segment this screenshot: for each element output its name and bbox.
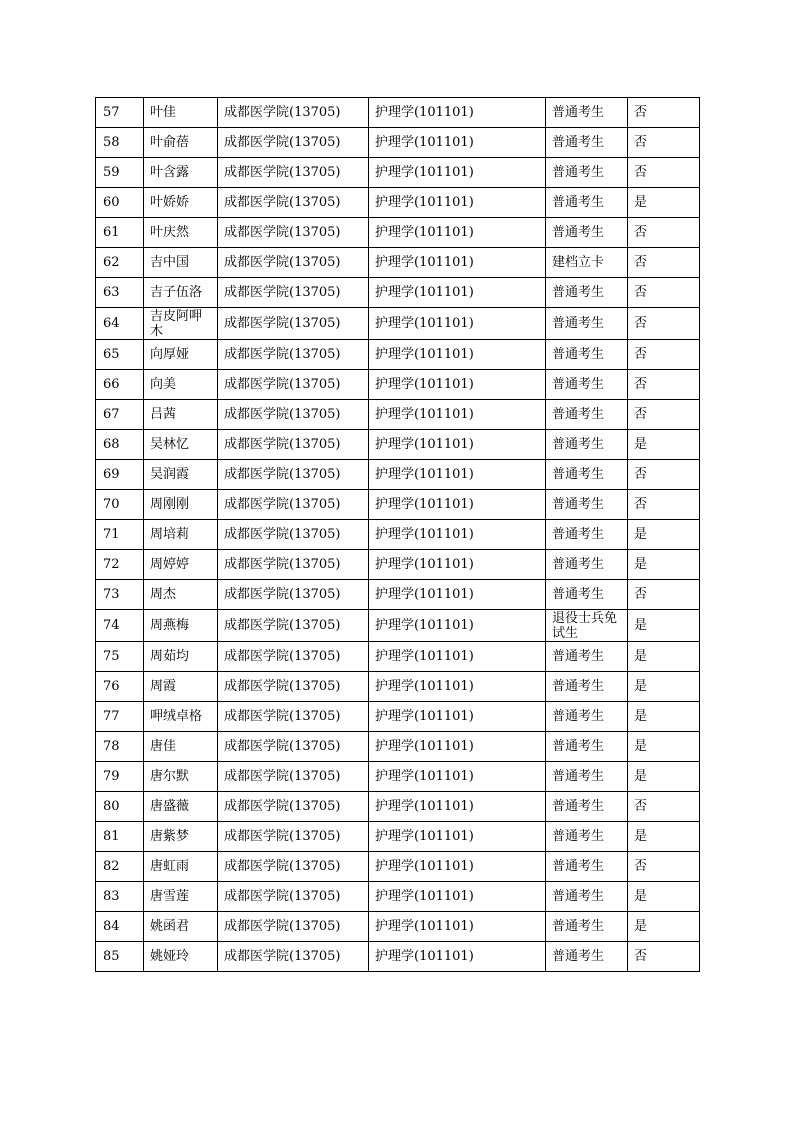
cell-college: 成都医学院(13705) xyxy=(218,882,369,912)
cell-candidate-type: 普通考生 xyxy=(546,702,628,732)
cell-number: 62 xyxy=(96,248,144,278)
cell-student-name: 吴润霞 xyxy=(144,460,218,490)
cell-student-name: 姚函君 xyxy=(144,912,218,942)
table-row xyxy=(96,248,700,278)
cell-candidate-type: 普通考生 xyxy=(546,128,628,158)
table-row xyxy=(96,158,700,188)
cell-major: 护理学(101101) xyxy=(369,128,546,158)
table-row xyxy=(96,580,700,610)
cell-number: 74 xyxy=(96,610,144,642)
cell-college: 成都医学院(13705) xyxy=(218,188,369,218)
cell-major: 护理学(101101) xyxy=(369,792,546,822)
cell-major: 护理学(101101) xyxy=(369,400,546,430)
cell-major: 护理学(101101) xyxy=(369,370,546,400)
cell-candidate-type: 普通考生 xyxy=(546,400,628,430)
cell-major: 护理学(101101) xyxy=(369,732,546,762)
cell-student-name: 周培莉 xyxy=(144,520,218,550)
cell-college: 成都医学院(13705) xyxy=(218,218,369,248)
cell-candidate-type: 普通考生 xyxy=(546,550,628,580)
table-row xyxy=(96,942,700,972)
cell-candidate-type: 建档立卡 xyxy=(546,248,628,278)
cell-college: 成都医学院(13705) xyxy=(218,580,369,610)
cell-student-name: 周霞 xyxy=(144,672,218,702)
cell-candidate-type: 普通考生 xyxy=(546,642,628,672)
cell-major: 护理学(101101) xyxy=(369,642,546,672)
cell-flag: 否 xyxy=(628,942,700,972)
cell-candidate-type: 普通考生 xyxy=(546,340,628,370)
cell-number: 66 xyxy=(96,370,144,400)
cell-number: 76 xyxy=(96,672,144,702)
cell-student-name: 吉皮阿呷木 xyxy=(144,308,218,340)
cell-number: 83 xyxy=(96,882,144,912)
cell-flag: 是 xyxy=(628,822,700,852)
cell-student-name: 周茹均 xyxy=(144,642,218,672)
cell-major: 护理学(101101) xyxy=(369,580,546,610)
cell-college: 成都医学院(13705) xyxy=(218,702,369,732)
cell-college: 成都医学院(13705) xyxy=(218,852,369,882)
cell-student-name: 向美 xyxy=(144,370,218,400)
cell-number: 71 xyxy=(96,520,144,550)
cell-flag: 是 xyxy=(628,550,700,580)
cell-student-name: 周婷婷 xyxy=(144,550,218,580)
cell-flag: 否 xyxy=(628,792,700,822)
table-row xyxy=(96,912,700,942)
table-row xyxy=(96,490,700,520)
cell-candidate-type: 普通考生 xyxy=(546,370,628,400)
cell-student-name: 叶俞蓓 xyxy=(144,128,218,158)
cell-flag: 否 xyxy=(628,218,700,248)
table-row xyxy=(96,430,700,460)
cell-candidate-type: 退役士兵免试生 xyxy=(546,610,628,642)
cell-candidate-type: 普通考生 xyxy=(546,218,628,248)
cell-student-name: 叶佳 xyxy=(144,98,218,128)
cell-college: 成都医学院(13705) xyxy=(218,550,369,580)
cell-number: 58 xyxy=(96,128,144,158)
cell-college: 成都医学院(13705) xyxy=(218,158,369,188)
cell-number: 75 xyxy=(96,642,144,672)
cell-student-name: 吉子伍洛 xyxy=(144,278,218,308)
cell-number: 85 xyxy=(96,942,144,972)
cell-flag: 是 xyxy=(628,642,700,672)
cell-candidate-type: 普通考生 xyxy=(546,98,628,128)
table-row xyxy=(96,792,700,822)
student-roster-table xyxy=(95,97,700,972)
cell-number: 59 xyxy=(96,158,144,188)
cell-student-name: 叶含露 xyxy=(144,158,218,188)
cell-flag: 是 xyxy=(628,430,700,460)
cell-number: 65 xyxy=(96,340,144,370)
cell-student-name: 唐佳 xyxy=(144,732,218,762)
table-row xyxy=(96,188,700,218)
cell-flag: 是 xyxy=(628,520,700,550)
table-row xyxy=(96,400,700,430)
cell-candidate-type: 普通考生 xyxy=(546,278,628,308)
cell-major: 护理学(101101) xyxy=(369,912,546,942)
cell-flag: 否 xyxy=(628,460,700,490)
cell-candidate-type: 普通考生 xyxy=(546,490,628,520)
cell-flag: 是 xyxy=(628,882,700,912)
cell-flag: 否 xyxy=(628,852,700,882)
cell-major: 护理学(101101) xyxy=(369,218,546,248)
cell-flag: 是 xyxy=(628,762,700,792)
cell-flag: 否 xyxy=(628,490,700,520)
cell-major: 护理学(101101) xyxy=(369,98,546,128)
cell-student-name: 唐尔默 xyxy=(144,762,218,792)
cell-student-name: 唐雪莲 xyxy=(144,882,218,912)
cell-student-name: 吴林忆 xyxy=(144,430,218,460)
cell-candidate-type: 普通考生 xyxy=(546,460,628,490)
cell-flag: 是 xyxy=(628,732,700,762)
table-row xyxy=(96,520,700,550)
cell-candidate-type: 普通考生 xyxy=(546,912,628,942)
cell-student-name: 叶庆然 xyxy=(144,218,218,248)
cell-college: 成都医学院(13705) xyxy=(218,942,369,972)
table-row xyxy=(96,550,700,580)
cell-student-name: 唐虹雨 xyxy=(144,852,218,882)
cell-flag: 否 xyxy=(628,158,700,188)
table-row xyxy=(96,702,700,732)
cell-major: 护理学(101101) xyxy=(369,430,546,460)
cell-flag: 否 xyxy=(628,128,700,158)
cell-flag: 是 xyxy=(628,702,700,732)
cell-major: 护理学(101101) xyxy=(369,672,546,702)
cell-college: 成都医学院(13705) xyxy=(218,490,369,520)
cell-candidate-type: 普通考生 xyxy=(546,520,628,550)
table-row xyxy=(96,128,700,158)
cell-college: 成都医学院(13705) xyxy=(218,732,369,762)
cell-college: 成都医学院(13705) xyxy=(218,400,369,430)
cell-candidate-type: 普通考生 xyxy=(546,672,628,702)
cell-college: 成都医学院(13705) xyxy=(218,672,369,702)
cell-flag: 是 xyxy=(628,610,700,642)
cell-college: 成都医学院(13705) xyxy=(218,520,369,550)
table-row xyxy=(96,370,700,400)
cell-major: 护理学(101101) xyxy=(369,520,546,550)
cell-flag: 是 xyxy=(628,912,700,942)
cell-candidate-type: 普通考生 xyxy=(546,308,628,340)
cell-candidate-type: 普通考生 xyxy=(546,882,628,912)
cell-number: 72 xyxy=(96,550,144,580)
table-row xyxy=(96,98,700,128)
cell-college: 成都医学院(13705) xyxy=(218,430,369,460)
cell-number: 67 xyxy=(96,400,144,430)
cell-number: 73 xyxy=(96,580,144,610)
cell-student-name: 唐紫梦 xyxy=(144,822,218,852)
cell-number: 82 xyxy=(96,852,144,882)
cell-candidate-type: 普通考生 xyxy=(546,942,628,972)
cell-flag: 否 xyxy=(628,370,700,400)
cell-major: 护理学(101101) xyxy=(369,340,546,370)
cell-major: 护理学(101101) xyxy=(369,762,546,792)
table-row xyxy=(96,278,700,308)
cell-candidate-type: 普通考生 xyxy=(546,188,628,218)
cell-major: 护理学(101101) xyxy=(369,460,546,490)
cell-student-name: 呷绒卓格 xyxy=(144,702,218,732)
cell-number: 61 xyxy=(96,218,144,248)
cell-student-name: 吉中国 xyxy=(144,248,218,278)
cell-major: 护理学(101101) xyxy=(369,852,546,882)
table-row xyxy=(96,852,700,882)
cell-major: 护理学(101101) xyxy=(369,702,546,732)
cell-major: 护理学(101101) xyxy=(369,308,546,340)
cell-major: 护理学(101101) xyxy=(369,882,546,912)
cell-college: 成都医学院(13705) xyxy=(218,308,369,340)
cell-student-name: 周燕梅 xyxy=(144,610,218,642)
cell-college: 成都医学院(13705) xyxy=(218,98,369,128)
cell-major: 护理学(101101) xyxy=(369,942,546,972)
cell-flag: 否 xyxy=(628,278,700,308)
cell-college: 成都医学院(13705) xyxy=(218,792,369,822)
cell-major: 护理学(101101) xyxy=(369,490,546,520)
cell-number: 79 xyxy=(96,762,144,792)
cell-major: 护理学(101101) xyxy=(369,550,546,580)
cell-college: 成都医学院(13705) xyxy=(218,340,369,370)
table-row xyxy=(96,610,700,642)
cell-number: 84 xyxy=(96,912,144,942)
cell-flag: 否 xyxy=(628,580,700,610)
cell-number: 60 xyxy=(96,188,144,218)
cell-student-name: 周杰 xyxy=(144,580,218,610)
table-row xyxy=(96,460,700,490)
cell-major: 护理学(101101) xyxy=(369,188,546,218)
cell-major: 护理学(101101) xyxy=(369,278,546,308)
cell-flag: 否 xyxy=(628,248,700,278)
cell-student-name: 唐盛薇 xyxy=(144,792,218,822)
cell-student-name: 吕茜 xyxy=(144,400,218,430)
table-row xyxy=(96,762,700,792)
cell-number: 80 xyxy=(96,792,144,822)
table-row xyxy=(96,218,700,248)
cell-college: 成都医学院(13705) xyxy=(218,642,369,672)
cell-major: 护理学(101101) xyxy=(369,610,546,642)
cell-number: 57 xyxy=(96,98,144,128)
cell-number: 69 xyxy=(96,460,144,490)
cell-flag: 否 xyxy=(628,400,700,430)
cell-college: 成都医学院(13705) xyxy=(218,610,369,642)
cell-flag: 否 xyxy=(628,98,700,128)
cell-candidate-type: 普通考生 xyxy=(546,792,628,822)
cell-major: 护理学(101101) xyxy=(369,822,546,852)
cell-student-name: 叶娇娇 xyxy=(144,188,218,218)
cell-major: 护理学(101101) xyxy=(369,248,546,278)
cell-student-name: 姚娅玲 xyxy=(144,942,218,972)
cell-college: 成都医学院(13705) xyxy=(218,128,369,158)
cell-college: 成都医学院(13705) xyxy=(218,248,369,278)
cell-number: 68 xyxy=(96,430,144,460)
cell-number: 78 xyxy=(96,732,144,762)
roster-table-body xyxy=(96,98,700,972)
cell-number: 81 xyxy=(96,822,144,852)
table-row xyxy=(96,642,700,672)
table-row xyxy=(96,732,700,762)
cell-candidate-type: 普通考生 xyxy=(546,158,628,188)
cell-candidate-type: 普通考生 xyxy=(546,822,628,852)
cell-college: 成都医学院(13705) xyxy=(218,460,369,490)
cell-student-name: 向厚娅 xyxy=(144,340,218,370)
cell-candidate-type: 普通考生 xyxy=(546,852,628,882)
cell-number: 63 xyxy=(96,278,144,308)
cell-candidate-type: 普通考生 xyxy=(546,430,628,460)
table-row xyxy=(96,822,700,852)
table-row xyxy=(96,308,700,340)
cell-candidate-type: 普通考生 xyxy=(546,732,628,762)
cell-flag: 是 xyxy=(628,188,700,218)
cell-candidate-type: 普通考生 xyxy=(546,762,628,792)
cell-college: 成都医学院(13705) xyxy=(218,912,369,942)
cell-candidate-type: 普通考生 xyxy=(546,580,628,610)
cell-flag: 否 xyxy=(628,308,700,340)
cell-number: 70 xyxy=(96,490,144,520)
cell-college: 成都医学院(13705) xyxy=(218,822,369,852)
cell-college: 成都医学院(13705) xyxy=(218,278,369,308)
cell-number: 77 xyxy=(96,702,144,732)
cell-number: 64 xyxy=(96,308,144,340)
cell-college: 成都医学院(13705) xyxy=(218,370,369,400)
cell-flag: 是 xyxy=(628,672,700,702)
cell-major: 护理学(101101) xyxy=(369,158,546,188)
table-row xyxy=(96,672,700,702)
table-row xyxy=(96,340,700,370)
table-row xyxy=(96,882,700,912)
cell-college: 成都医学院(13705) xyxy=(218,762,369,792)
cell-student-name: 周刚刚 xyxy=(144,490,218,520)
cell-flag: 否 xyxy=(628,340,700,370)
